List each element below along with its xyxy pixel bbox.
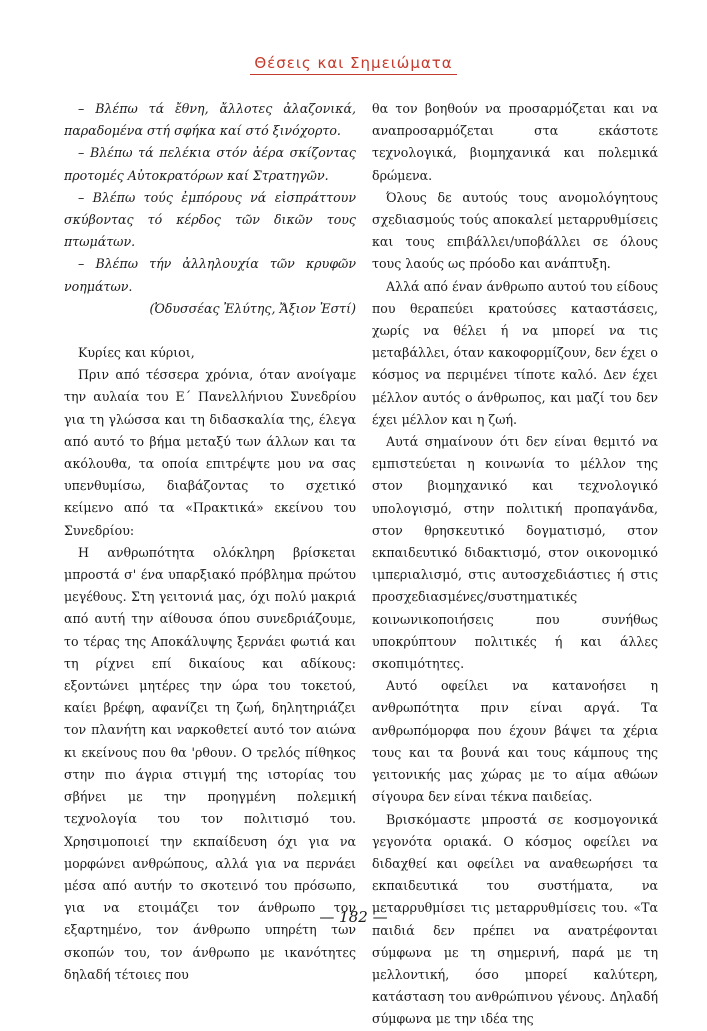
body-paragraph: Πριν από τέσσερα χρόνια, όταν ανοίγαμε την αυλαία του Ε΄ Πανελλήνιου Συνεδρίου για τη γλώσσα και τη διδασκαλία της, έλεγα από αυτό το βήμα μεταξύ των άλλων και τα ακόλουθα, τα οποία επιτρέψτε μου να σας υπενθυμίσω, διαβάζοντας το σχετικό κείμενο από τα «Πρακτικά» εκείνου του Συνεδρίου: xyxy=(64,367,356,538)
salutation: Κυρίες και κύριοι, xyxy=(78,345,195,361)
body-paragraph: θα τον βοηθούν να προσαρμόζεται και να αναπροσαρμόζεται στα εκάστοτε τεχνολογικά, βιομηχανικά και πολεμικά δρώμενα. xyxy=(372,101,658,183)
epigraph-attribution: (Ὀδυσσέας Ἐλύτης, Ἄξιον Ἐστί) xyxy=(149,300,356,316)
body-paragraph: Η ανθρωπότητα ολόκληρη βρίσκεται μπροστά σ' ένα υπαρξιακό πρόβλημα πρώτου μεγέθους. Στη γειτονιά μας, όχι πολύ μακριά από αυτή την αίθουσα όπου συνεδριάζουμε, το τέρας της Αποκάλυψης ξερνάει φωτιά και τη ρίχνει επί δικαίους και αδίκους: εξοντώνει μητέρες την ώρα του τοκετού, καίει βρέφη, αφανίζει τη ζωή, δηλητηριάζει τον πλανήτη και ναρκοθετεί αυτό τον αιώνα κι εκείνους που θα 'ρθουν. Ο τρελός πίθηκος στην πιο άγρια στιγμή της ιστορίας του σβήνει με την προηγμένη πολεμική τεχνολογία του τον πολιτισμό του. Χρησιμοποιεί την εκπαίδευση όχι για να μορφώνει ανθρώπους, αλλά για να περνάει μέσα από αυτήν το σκοτεινό του πρόσωπο, για να ετοιμάζει τον άνθρωπο τον εξαρτημένο, τον άνθρωπο υπηρέτη των σκοπών του, τον άνθρωπο με ικανότητες δηλαδή τέτοιες που xyxy=(64,544,356,982)
body-paragraph: Αλλά από έναν άνθρωπο αυτού του είδους που θεραπεύει κρατούσες καταστάσεις, χωρίς να θέλει ή να μπορεί να τις μεταβάλλει, όταν κακοφορμίζουν, δεν έχει ο κόσμος να περιμένει τίποτε καλό. Δεν έχει μέλλον αυτός ο άνθρωπος, και μαζί του δεν έχει μέλλον και η ζωή. xyxy=(372,278,658,427)
right-column xyxy=(372,98,658,1031)
body-paragraph: Αυτό οφείλει να κατανοήσει η ανθρωπότητα πριν είναι αργά. Τα ανθρωπόμορφα που έχουν βάψει τα χέρια τους και τα βουνά και τους κάμπους της γειτονικής μας χώρας με το αίμα αθώων σίγουρα δεν είναι τέκνα παιδείας. xyxy=(372,678,658,805)
left-column xyxy=(64,98,356,986)
epigraph-line: – Βλέπω τά πελέκια στόν ἀέρα σκίζοντας προτομές Αὐτοκρατόρων καί Στρατηγῶν. xyxy=(64,145,356,183)
epigraph-line: – Βλέπω τούς ἐμπόρους νά εἰσπράττουν σκύβοντας τό κέρδος τῶν δικῶν τους πτωμάτων. xyxy=(64,189,356,250)
page-number: — 182 — xyxy=(319,908,388,926)
section-title: Θέσεις και Σημειώματα xyxy=(250,54,456,75)
body-paragraph: Όλους δε αυτούς τους ανομολόγητους σχεδιασμούς τούς αποκαλεί μεταρρυθμίσεις και τους επιβάλλει/υποβάλλει σε όλους τους λαούς ως πρόοδο και ανάπτυξη. xyxy=(372,189,658,272)
epigraph-line: – Βλέπω τήν ἀλληλουχία τῶν κρυφῶν νοημάτων. xyxy=(64,256,356,294)
running-header xyxy=(0,53,707,75)
body-paragraph: Αυτά σημαίνουν ότι δεν είναι θεμιτό να εμπιστεύεται η κοινωνία το μέλλον της στον βιομηχανικό και τεχνολογικό υπολογισμό, στην πολιτική προπαγάνδα, στον θρησκευτικό δογματισμό, στον εκπαιδευτικό διδακτισμό, στον οικονομικό ιμπεριαλισμό, στις αυτοσχεδιάστιες ή στις προσχεδιασμένες/συστηματικές κοινωνικοποιήσεις που συνήθως υποκρύπτουν πολιτικές ή και άλλες σκοπιμότητες. xyxy=(372,434,658,672)
epigraph-line: – Βλέπω τά ἔθνη, ἄλλοτες ἀλαζονικά, παραδομένα στή σφήκα καί στό ξινόχορτο. xyxy=(64,101,356,139)
body-paragraph: Βρισκόμαστε μπροστά σε κοσμογονικά γεγονότα οριακά. Ο κόσμος οφείλει να διδαχθεί και οφείλει να αναθεωρήσει τα εκπαιδευτικά του συστήματα, να μεταρρυθμίσει τις μεταρρυθμίσεις του. «Τα παιδιά δεν πρέπει να ανατρέφονται σύμφωνα με τη σημερινή, παρά με τη μελλοντική, όσο μπορεί καλύτερη, κατάσταση του ανθρώπινου γένους. Δηλαδή σύμφωνα με την ιδέα της xyxy=(372,811,658,1027)
